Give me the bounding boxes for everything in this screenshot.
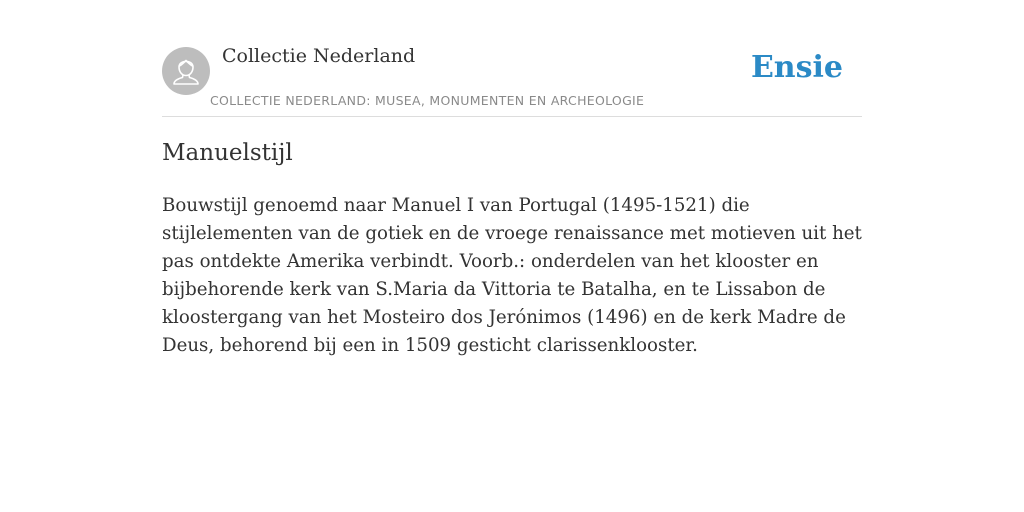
avatar[interactable]	[162, 47, 210, 95]
author-name[interactable]: Collectie Nederland	[222, 45, 416, 67]
source-label[interactable]: COLLECTIE NEDERLAND: MUSEA, MONUMENTEN EN ARCHEOLOGIE	[210, 93, 645, 108]
brand-logo[interactable]: Ensie	[750, 50, 843, 85]
user-icon	[162, 47, 210, 95]
term-title: Manuelstijl	[162, 140, 293, 166]
term-definition: Bouwstijl genoemd naar Manuel I van Portugal (1495-1521) die stijlelementen van de gotiek en de vroege renaissance met motieven uit het pas ontdekte Amerika verbindt. Voorb.: onderdelen van het klooster en bijbehorende kerk van S.Maria da Vittoria te Batalha, en te Lissabon de kloostergang van het Mosteiro dos Jerónimos (1496) en de kerk Madre de Deus, behorend bij een in 1509 gesticht clarissenklooster.	[162, 195, 862, 356]
entry-header	[162, 40, 862, 117]
